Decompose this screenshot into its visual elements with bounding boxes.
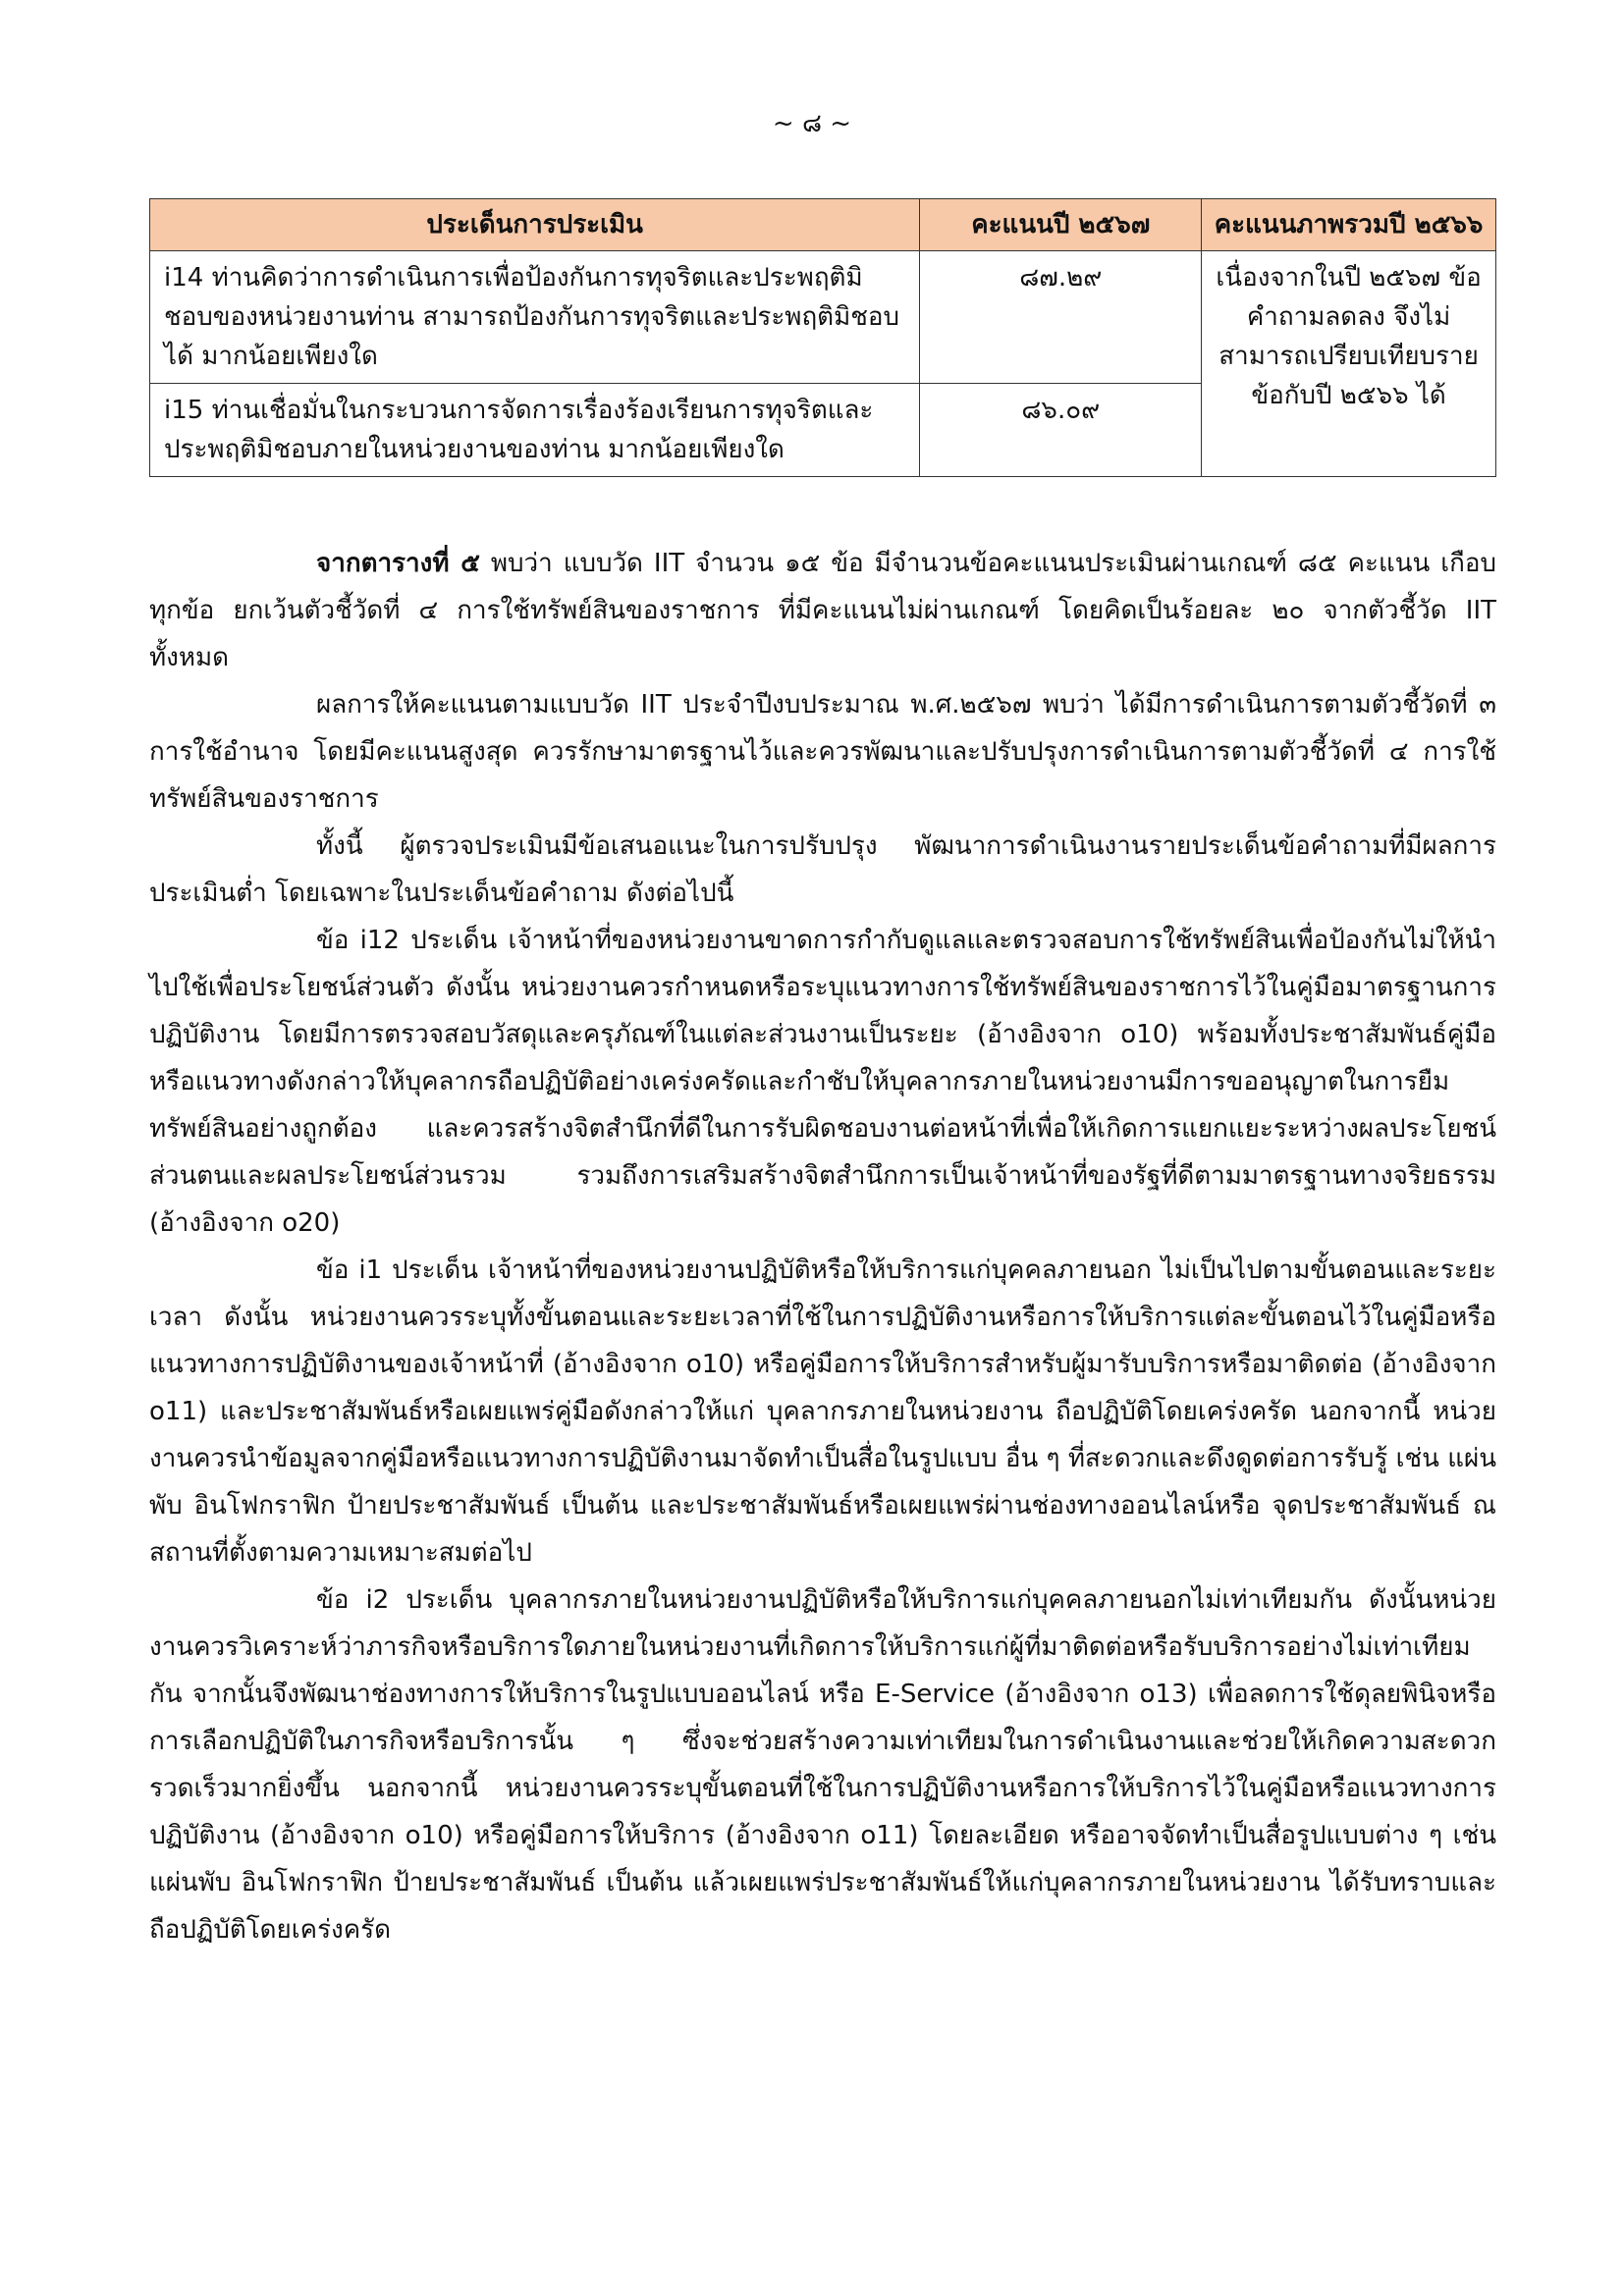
score-i15: ๘๖.๐๙ (920, 384, 1202, 477)
paragraph-scoring-result: ผลการให้คะแนนตามแบบวัด IIT ประจำปีงบประมาณ พ.ศ.๒๕๖๗ พบว่า ได้มีการดำเนินการตามตัวชี้วัดที่ ๓ การใช้อำนาจ โดยมีคะแนนสูงสุด ควรรักษามาตรฐานไว้และควรพัฒนาและปรับปรุงการดำเนินการตามตัวชี้วัดที่ ๔ การใช้ทรัพย์สินของราชการ (149, 690, 1496, 814)
evaluation-table (149, 198, 1496, 477)
table-summary-text: พบว่า แบบวัด IIT จำนวน ๑๕ ข้อ มีจำนวนข้อคะแนนประเมินผ่านเกณฑ์ ๘๕ คะแนน เกือบทุกข้อ ยกเว้นตัวชี้วัดที่ ๔ การใช้ทรัพย์สินของราชการ ที่มีคะแนนไม่ผ่านเกณฑ์ โดยคิดเป็นร้อยละ ๒๐ จากตัวชี้วัด IIT ทั้งหมด (149, 549, 1496, 672)
question-i15: i15 ท่านเชื่อมั่นในกระบวนการจัดการเรื่องร้องเรียนการทุจริตและประพฤติมิชอบภายในหน่วยงานของท่าน มากน้อยเพียงใด (150, 384, 920, 477)
paragraph-table-summary (149, 540, 1496, 681)
paragraph-item-i1: ข้อ i1 ประเด็น เจ้าหน้าที่ของหน่วยงานปฏิบัติหรือให้บริการแก่บุคคลภายนอก ไม่เป็นไปตามขั้นตอนและระยะเวลา ดังนั้น หน่วยงานควรระบุทั้งขั้นตอนและระยะเวลาที่ใช้ในการปฏิบัติงานหรือการให้บริการแต่ละขั้นตอนไว้ในคู่มือหรือแนวทางการปฏิบัติงานของเจ้าหน้าที่ (อ้างอิงจาก o10) หรือคู่มือการให้บริการสำหรับผู้มารับบริการหรือมาติดต่อ (อ้างอิงจาก o11) และประชาสัมพันธ์หรือเผยแพร่คู่มือดังกล่าวให้แก่ บุคลากรภายในหน่วยงาน ถือปฏิบัติโดยเคร่งครัด นอกจากนี้ หน่วยงานควรนำข้อมูลจากคู่มือหรือแนวทางการปฏิบัติงานมาจัดทำเป็นสื่อในรูปแบบ อื่น ๆ ที่สะดวกและดึงดูดต่อการรับรู้ เช่น แผ่นพับ อินโฟกราฟิก ป้ายประชาสัมพันธ์ เป็นต้น และประชาสัมพันธ์หรือเผยแพร่ผ่านช่องทางออนไลน์หรือ จุดประชาสัมพันธ์ ณ สถานที่ตั้งตามความเหมาะสมต่อไป (149, 1255, 1496, 1568)
score-i14: ๘๗.๒๙ (920, 251, 1202, 384)
table-row (150, 251, 1496, 384)
paragraph-item-i2: ข้อ i2 ประเด็น บุคลากรภายในหน่วยงานปฏิบัติหรือให้บริการแก่บุคคลภายนอกไม่เท่าเทียมกัน ดังนั้นหน่วยงานควรวิเคราะห์ว่าภารกิจหรือบริการใดภายในหน่วยงานที่เกิดการให้บริการแก่ผู้ที่มาติดต่อหรือรับบริการอย่างไม่เท่าเทียมกัน จากนั้นจึงพัฒนาช่องทางการให้บริการในรูปแบบออนไลน์ หรือ E-Service (อ้างอิงจาก o13) เพื่อลดการใช้ดุลยพินิจหรือการเลือกปฏิบัติในภารกิจหรือบริการนั้น ๆ ซึ่งจะช่วยสร้างความเท่าเทียมในการดำเนินงานและช่วยให้เกิดความสะดวกรวดเร็วมากยิ่งขึ้น นอกจากนี้ หน่วยงานควรระบุขั้นตอนที่ใช้ในการปฏิบัติงานหรือการให้บริการไว้ในคู่มือหรือแนวทางการปฏิบัติงาน (อ้างอิงจาก o10) หรือคู่มือการให้บริการ (อ้างอิงจาก o11) โดยละเอียด หรืออาจจัดทำเป็นสื่อรูปแบบต่าง ๆ เช่น แผ่นพับ อินโฟกราฟิก ป้ายประชาสัมพันธ์ เป็นต้น แล้วเผยแพร่ประชาสัมพันธ์ให้แก่บุคลากรภายในหน่วยงาน ได้รับทราบและถือปฏิบัติโดยเคร่งครัด (149, 1585, 1496, 1945)
header-overall-score-2566: คะแนนภาพรวมปี ๒๕๖๖ (1202, 199, 1496, 251)
paragraph-item-i12: ข้อ i12 ประเด็น เจ้าหน้าที่ของหน่วยงานขาดการกำกับดูแลและตรวจสอบการใช้ทรัพย์สินเพื่อป้องกันไม่ให้นำไปใช้เพื่อประโยชน์ส่วนตัว ดังนั้น หน่วยงานควรกำหนดหรือระบุแนวทางการใช้ทรัพย์สินของราชการไว้ในคู่มือมาตรฐานการปฏิบัติงาน โดยมีการตรวจสอบวัสดุและครุภัณฑ์ในแต่ละส่วนงานเป็นระยะ (อ้างอิงจาก o10) พร้อมทั้งประชาสัมพันธ์คู่มือ หรือแนวทางดังกล่าวให้บุคลากรถือปฏิบัติอย่างเคร่งครัดและกำชับให้บุคลากรภายในหน่วยงานมีการขออนุญาตในการยืมทรัพย์สินอย่างถูกต้อง และควรสร้างจิตสำนึกที่ดีในการรับผิดชอบงานต่อหน้าที่เพื่อให้เกิดการแยกแยะระหว่างผลประโยชน์ส่วนตนและผลประโยชน์ส่วนรวม รวมถึงการเสริมสร้างจิตสำนึกการเป็นเจ้าหน้าที่ของรัฐที่ดีตามมาตรฐานทางจริยธรรม (อ้างอิงจาก o20) (149, 926, 1496, 1238)
comparison-note: เนื่องจากในปี ๒๕๖๗ ข้อคำถามลดลง จึงไม่สามารถเปรียบเทียบรายข้อกับปี ๒๕๖๖ ได้ (1202, 251, 1496, 477)
question-i14: i14 ท่านคิดว่าการดำเนินการเพื่อป้องกันการทุจริตและประพฤติมิชอบของหน่วยงานท่าน สามารถป้องกันการทุจริตและประพฤติมิชอบได้ มากน้อยเพียงใด (150, 251, 920, 384)
page-number: ~ ๘ ~ (772, 109, 852, 138)
paragraph-recommendation-intro: ทั้งนี้ ผู้ตรวจประเมินมีข้อเสนอแนะในการปรับปรุง พัฒนาการดำเนินงานรายประเด็นข้อคำถามที่มีผลการประเมินต่ำ โดยเฉพาะในประเด็นข้อคำถาม ดังต่อไปนี้ (149, 831, 1496, 908)
header-score-2567: คะแนนปี ๒๕๖๗ (920, 199, 1202, 251)
header-evaluation-issue: ประเด็นการประเมิน (150, 199, 920, 251)
table-header-row (150, 199, 1496, 251)
body-text (149, 540, 1496, 1953)
table-reference: จากตารางที่ ๕ (316, 549, 480, 578)
